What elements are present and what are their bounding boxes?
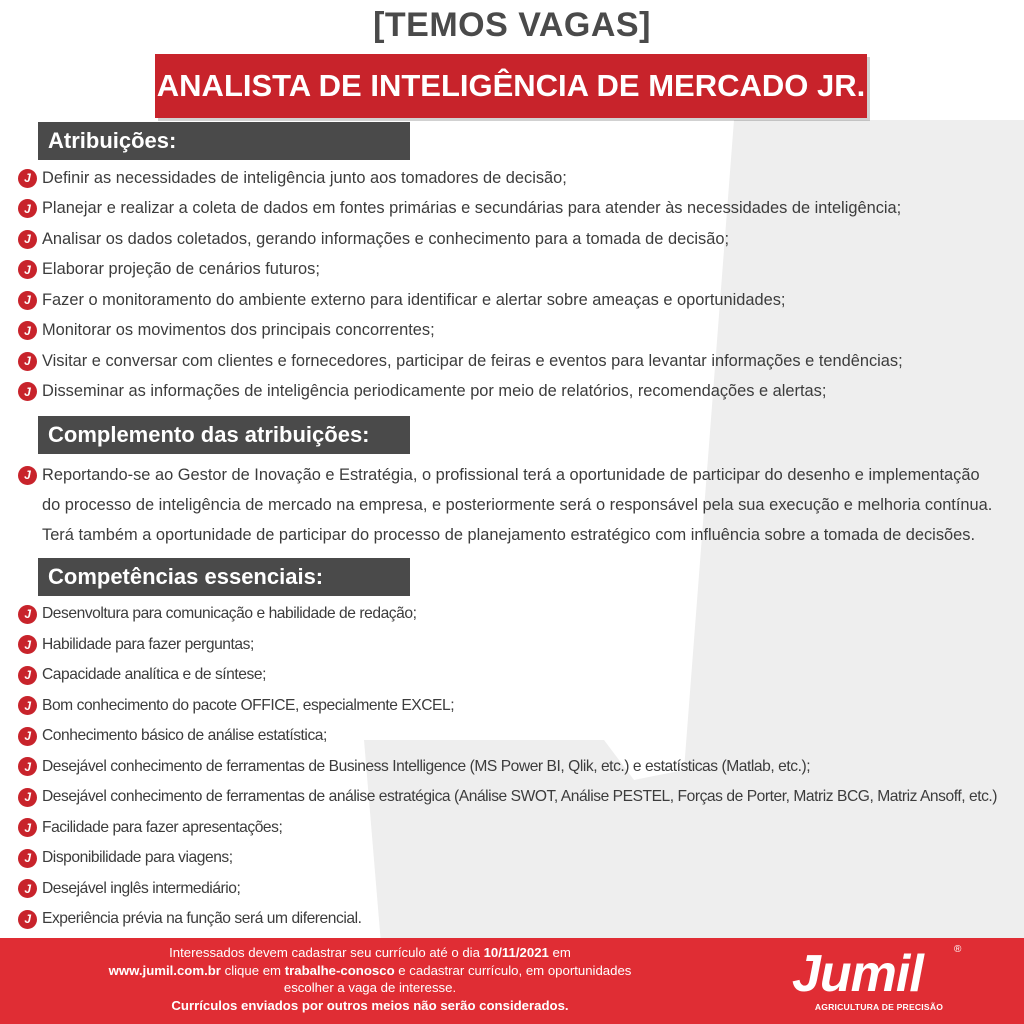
- jumil-bullet-icon: J: [18, 291, 37, 310]
- job-title-banner: [155, 54, 867, 118]
- list-item: J Definir as necessidades de inteligência junto aos tomadores de decisão;: [18, 163, 903, 194]
- list-item: J Desenvoltura para comunicação e habilidade de redação;: [18, 599, 997, 630]
- jumil-bullet-icon: J: [18, 605, 37, 624]
- list-item: J Fazer o monitoramento do ambiente externo para identificar e alertar sobre ameaças e oportunidades;: [18, 285, 903, 316]
- deadline-date: 10/11/2021: [483, 945, 549, 960]
- section-header-atribuicoes: [38, 122, 410, 160]
- jumil-bullet-icon: J: [18, 466, 37, 485]
- complemento-paragraph: [18, 460, 1018, 550]
- competencias-list: [18, 599, 997, 935]
- section-title: Competências essenciais:: [48, 564, 324, 589]
- paragraph-line: J Reportando-se ao Gestor de Inovação e Estratégia, o profissional terá a oportunidade de participar do desenho e implementação: [18, 460, 1018, 490]
- list-item: J Capacidade analítica e de síntese;: [18, 660, 997, 691]
- jumil-bullet-icon: J: [18, 382, 37, 401]
- list-item: J Monitorar os movimentos dos principais concorrentes;: [18, 316, 903, 347]
- registered-mark: ®: [954, 944, 962, 955]
- list-item: J Disseminar as informações de inteligência periodicamente por meio de relatórios, recomendações e alertas;: [18, 377, 903, 408]
- jumil-bullet-icon: J: [18, 727, 37, 746]
- list-item: J Desejável inglês intermediário;: [18, 874, 997, 905]
- jumil-bullet-icon: J: [18, 818, 37, 837]
- section-title: Atribuições:: [48, 128, 177, 153]
- jumil-bullet-icon: J: [18, 849, 37, 868]
- jumil-bullet-icon: J: [18, 879, 37, 898]
- list-item: J Experiência prévia na função será um diferencial.: [18, 904, 997, 935]
- list-item: J Elaborar projeção de cenários futuros;: [18, 255, 903, 286]
- paragraph-line: Terá também a oportunidade de participar do processo de planejamento estratégico com influência sobre a tomada de decisões.: [42, 525, 976, 544]
- list-item: J Bom conhecimento do pacote OFFICE, especialmente EXCEL;: [18, 691, 997, 722]
- jumil-bullet-icon: J: [18, 321, 37, 340]
- jumil-bullet-icon: J: [18, 696, 37, 715]
- jumil-bullet-icon: J: [18, 666, 37, 685]
- section-title: Complemento das atribuições:: [48, 422, 370, 447]
- job-title: ANALISTA DE INTELIGÊNCIA DE MERCADO JR.: [156, 68, 866, 103]
- jumil-bullet-icon: J: [18, 260, 37, 279]
- hiring-title: [TEMOS VAGAS]: [373, 6, 651, 44]
- atribuicoes-list: [18, 163, 903, 407]
- jumil-bullet-icon: J: [18, 352, 37, 371]
- jumil-bullet-icon: J: [18, 230, 37, 249]
- list-item: J Desejável conhecimento de ferramentas de análise estratégica (Análise SWOT, Análise PESTEL, Forças de Porter, Matriz BCG, Matriz Ansoff, etc.): [18, 782, 997, 813]
- jumil-logo: [790, 944, 970, 1018]
- list-item: J Planejar e realizar a coleta de dados em fontes primárias e secundárias para atender às necessidades de inteligência;: [18, 194, 903, 225]
- list-item: J Desejável conhecimento de ferramentas de Business Intelligence (MS Power BI, Qlik, etc.) e estatísticas (Matlab, etc.);: [18, 752, 997, 783]
- section-header-competencias: [38, 558, 410, 596]
- footer-disclaimer: Currículos enviados por outros meios não serão considerados.: [171, 997, 569, 1013]
- list-item: J Visitar e conversar com clientes e fornecedores, participar de feiras e eventos para levantar informações e tendências;: [18, 346, 903, 377]
- website-link[interactable]: www.jumil.com.br: [108, 962, 221, 978]
- footer-instructions: Interessados devem cadastrar seu currículo até o dia 10/11/2021 em www.jumil.com.br clique em trabalhe-conosco e cadastrar currículo, em oportunidades escolher a vaga de interesse. Currículos enviados por outros meios não serão considerados.: [108, 945, 632, 1013]
- logo-tagline: AGRICULTURA DE PRECISÃO: [814, 1002, 944, 1012]
- list-item: J Analisar os dados coletados, gerando informações e conhecimento para a tomada de decisão;: [18, 224, 903, 255]
- trabalhe-conosco-link[interactable]: trabalhe-conosco: [284, 962, 395, 978]
- logo-wordmark: Jumil: [792, 945, 923, 1003]
- jumil-bullet-icon: J: [18, 169, 37, 188]
- list-item: J Disponibilidade para viagens;: [18, 843, 997, 874]
- list-item: J Conhecimento básico de análise estatística;: [18, 721, 997, 752]
- jumil-bullet-icon: J: [18, 635, 37, 654]
- jumil-bullet-icon: J: [18, 199, 37, 218]
- jumil-bullet-icon: J: [18, 757, 37, 776]
- list-item: J Facilidade para fazer apresentações;: [18, 813, 997, 844]
- jumil-bullet-icon: J: [18, 910, 37, 929]
- paragraph-line: do processo de inteligência de mercado na empresa, e posteriormente será o responsável pela sua execução e melhoria contínua.: [42, 495, 993, 514]
- section-header-complemento: [38, 416, 410, 454]
- list-item: J Habilidade para fazer perguntas;: [18, 630, 997, 661]
- jumil-bullet-icon: J: [18, 788, 37, 807]
